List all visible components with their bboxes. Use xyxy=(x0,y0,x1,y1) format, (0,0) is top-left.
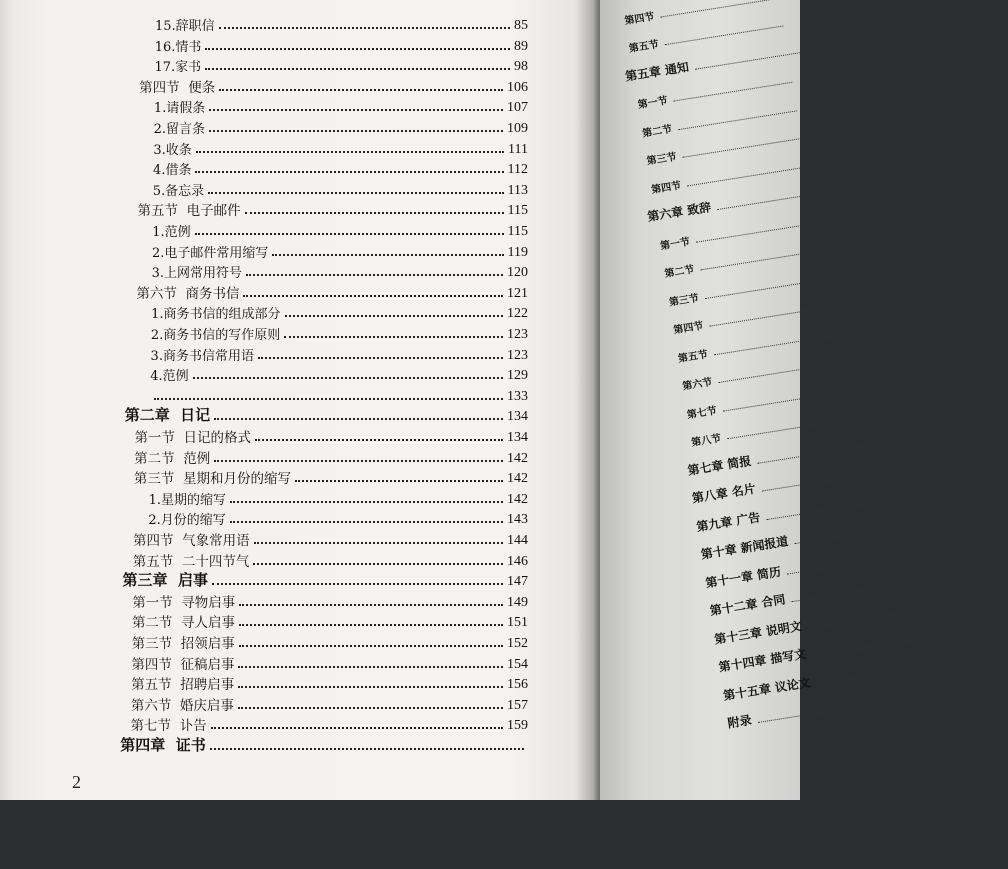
leader-dots xyxy=(272,254,503,256)
page-number: 2 xyxy=(72,772,81,792)
toc-item-row xyxy=(154,53,528,75)
leader-dots xyxy=(195,171,503,173)
leader-dots xyxy=(285,315,503,317)
toc-item-row xyxy=(153,177,528,199)
toc-page-number: 156 xyxy=(506,677,528,693)
toc-entry-title: 4.借条 xyxy=(153,163,192,179)
toc-page-number: 115 xyxy=(507,203,528,219)
toc-entry-title: 1.商务书信的组成部分 xyxy=(151,307,281,323)
leader-dots xyxy=(295,480,503,482)
toc-entry-title: 第四章 证书 xyxy=(120,736,206,754)
right-toc-entry-title: 第八章 名片 xyxy=(691,481,757,506)
right-toc-entry-title: 第十四章 描写文 xyxy=(717,646,808,675)
toc-section-row xyxy=(136,280,528,302)
toc-item-row xyxy=(153,136,528,158)
toc-section-row xyxy=(132,630,528,652)
toc-entry-title: 1.请假条 xyxy=(153,101,206,117)
right-toc-entry-title: 第十三章 说明文 xyxy=(713,618,803,647)
leader-dots xyxy=(211,727,503,729)
toc-chapter-row xyxy=(125,403,528,425)
leader-dots xyxy=(209,109,503,111)
leader-dots xyxy=(253,563,503,565)
toc-entry-title: 第五节 二十四节气 xyxy=(132,553,250,570)
toc-page-number: 142 xyxy=(506,471,528,487)
toc-item-row xyxy=(152,239,528,261)
leader-dots xyxy=(196,151,504,153)
leader-dots xyxy=(284,336,503,338)
right-toc-entry-title: 第五节 xyxy=(628,39,660,55)
leader-dots xyxy=(238,707,503,709)
leader-dots xyxy=(245,212,504,214)
right-toc-entry-title: 第二节 xyxy=(641,123,673,140)
toc-entry-title: 第三章 启事 xyxy=(122,571,208,590)
toc-item-row xyxy=(148,506,528,528)
leader-dots xyxy=(243,295,503,297)
leader-dots xyxy=(214,460,503,462)
right-toc-entry-title: 第四节 xyxy=(650,179,682,196)
toc-entry-title: 第六节 婚庆启事 xyxy=(130,697,234,714)
toc-entry-title: 2.电子邮件常用缩写 xyxy=(151,245,269,261)
toc-entry-title: 第三节 星期和月份的缩写 xyxy=(133,471,291,488)
toc-page-number: 144 xyxy=(506,533,528,548)
toc-entry-title: 3.收条 xyxy=(153,142,192,158)
right-toc-entry-title: 第七章 简报 xyxy=(686,453,753,478)
toc-page-number: 149 xyxy=(506,594,528,610)
leader-dots xyxy=(205,68,510,70)
toc-page-number: 89 xyxy=(513,38,528,54)
leader-dots xyxy=(717,190,836,210)
toc-section-row xyxy=(131,651,528,673)
right-page-toc xyxy=(610,0,1008,869)
leader-dots xyxy=(238,686,503,688)
toc-item-row xyxy=(155,33,528,55)
toc-entry-title: 3.商务书信常用语 xyxy=(150,348,254,364)
toc-entry-title: 第四节 气象常用语 xyxy=(133,533,250,549)
toc-item-row xyxy=(153,156,528,178)
toc-page-number: 143 xyxy=(506,512,528,528)
toc-section-row xyxy=(134,424,528,446)
leader-dots xyxy=(817,665,936,685)
leader-dots xyxy=(195,233,504,235)
right-toc-entry-title: 第四节 xyxy=(623,11,656,27)
toc-section-row xyxy=(131,712,528,734)
right-toc-entry-title: 第十五章 议论文 xyxy=(722,674,812,703)
toc-section-row xyxy=(133,527,528,549)
toc-item-row xyxy=(152,218,528,240)
toc-page-number: 154 xyxy=(506,656,528,672)
right-toc-entry-title: 第十二章 合同 xyxy=(708,592,787,619)
toc-section-row xyxy=(134,465,528,487)
right-toc-entry-title: 第九章 广告 xyxy=(695,509,762,534)
toc-page-number: 134 xyxy=(506,430,528,445)
right-toc-entry-title: 第十一章 简历 xyxy=(704,564,782,590)
toc-page-number: 147 xyxy=(507,574,528,590)
toc-page-number: 129 xyxy=(506,368,528,384)
toc-section-row xyxy=(132,609,528,631)
leader-dots xyxy=(758,703,877,723)
toc-entry-title: 第二节 寻人启事 xyxy=(131,615,236,632)
right-toc-entry-title: 第六章 致辞 xyxy=(646,200,713,224)
toc-page-number: 122 xyxy=(506,306,528,322)
leader-dots xyxy=(219,89,503,91)
leader-dots xyxy=(208,192,503,194)
toc-entry-title: 第二节 范例 xyxy=(134,450,211,467)
toc-entry-title: 第一节 寻物启事 xyxy=(132,594,236,611)
leader-dots xyxy=(239,645,503,647)
toc-page-number: 85 xyxy=(514,18,528,33)
leader-dots xyxy=(193,377,503,379)
toc-page-number: 113 xyxy=(507,182,528,198)
leader-dots xyxy=(205,48,510,50)
leader-dots xyxy=(239,624,503,626)
toc-entry-title: 第七节 讣告 xyxy=(130,718,207,735)
right-toc-entry-title: 第四节 xyxy=(672,320,705,337)
toc-page-number: 152 xyxy=(506,636,528,651)
toc-entry-title: 第一节 日记的格式 xyxy=(134,430,252,446)
right-toc-entry-title: 第一节 xyxy=(659,236,691,252)
toc-entry-title: 第三节 招领启事 xyxy=(131,636,235,652)
leader-dots xyxy=(214,418,503,420)
leader-dots xyxy=(230,501,503,503)
right-toc-entry-title: 第六节 xyxy=(681,377,714,393)
toc-page-number: 142 xyxy=(506,491,528,507)
toc-chapter-row xyxy=(123,568,529,590)
right-toc-entry-title: 第八节 xyxy=(690,433,722,449)
toc-entry-title: 2.月份的缩写 xyxy=(148,513,226,529)
toc-page-number: 123 xyxy=(506,327,528,342)
leader-dots xyxy=(254,542,503,544)
right-toc-entry-title: 第五节 xyxy=(677,348,709,365)
toc-page-number: 134 xyxy=(506,409,528,425)
toc-entry-title: 5.备忘录 xyxy=(152,183,205,199)
toc-page-number: 115 xyxy=(507,224,528,239)
toc-entry-title: 1.范例 xyxy=(152,225,191,240)
toc-entry-title: 第二章 日记 xyxy=(124,406,211,425)
toc-item-row xyxy=(151,300,528,322)
right-toc-entry-title: 第三节 xyxy=(646,151,678,168)
toc-item-row xyxy=(151,342,528,364)
toc-page-number: 106 xyxy=(506,79,528,95)
toc-page-number: 119 xyxy=(507,244,528,260)
toc-page-number: 121 xyxy=(506,285,528,301)
leader-dots xyxy=(219,27,510,29)
toc-page-number: 112 xyxy=(507,162,528,178)
leader-dots xyxy=(209,130,503,132)
toc-page-number: 111 xyxy=(508,141,528,157)
leader-dots xyxy=(246,274,503,276)
right-toc-entry-title: 第五章 通知 xyxy=(624,59,690,84)
toc-entry-title: 15.辞职信 xyxy=(155,19,215,34)
toc-item-row xyxy=(154,94,528,116)
leader-dots xyxy=(255,439,503,441)
toc-page-number: 157 xyxy=(506,697,528,713)
toc-page-number: 109 xyxy=(506,121,528,136)
toc-page-number: 98 xyxy=(513,59,528,75)
toc-entry-title: 1.星期的缩写 xyxy=(148,492,227,508)
toc-section-row xyxy=(131,692,528,714)
toc-item-row xyxy=(155,12,528,34)
toc-entry-title: 第四节 征稿启事 xyxy=(131,656,235,673)
toc-section-row xyxy=(138,197,529,219)
toc-entry-title: 第六节 商务书信 xyxy=(136,285,240,302)
right-toc-entry-title: 附录 xyxy=(726,713,753,731)
right-toc-entry-title: 第一节 xyxy=(637,95,669,112)
toc-entry-title: 第四节 便条 xyxy=(139,79,216,96)
toc-section-row xyxy=(133,548,528,570)
toc-entry-title: 3.上网常用符号 xyxy=(151,266,243,282)
toc-page-number: 107 xyxy=(506,100,528,116)
toc-chapter-row xyxy=(120,733,528,755)
right-page xyxy=(600,0,812,800)
leader-dots xyxy=(230,521,503,523)
toc-entry-title: 2.留言条 xyxy=(153,122,206,137)
toc-section-row xyxy=(132,589,528,611)
leader-dots xyxy=(154,398,503,400)
leader-dots xyxy=(238,666,503,668)
toc-page-number: 142 xyxy=(506,450,528,466)
toc-entry-title: 4.范例 xyxy=(150,369,189,385)
right-toc-entry-title: 第十章 新闻报道 xyxy=(699,534,790,562)
toc-entry-title: 17.家书 xyxy=(154,60,202,76)
right-toc-entry-title: 第三节 xyxy=(668,292,700,309)
toc-page-number: 123 xyxy=(506,347,528,363)
toc-page-number: 146 xyxy=(506,553,528,569)
toc-item-row xyxy=(152,259,528,281)
toc-entry-title: 2.商务书信的写作原则 xyxy=(150,328,281,343)
toc-item-row xyxy=(150,362,528,384)
right-toc-entry-title: 第七节 xyxy=(686,405,718,421)
leader-dots xyxy=(212,583,503,585)
toc-section-row xyxy=(134,445,528,467)
toc-entry-title: 第五节 电子邮件 xyxy=(137,203,241,220)
toc-item-row xyxy=(154,115,528,137)
toc-page-number: 120 xyxy=(506,265,528,281)
leader-dots xyxy=(239,604,503,606)
toc-page-number: 159 xyxy=(506,718,528,734)
toc-entry-title: 16.情书 xyxy=(154,39,202,55)
toc-section-row xyxy=(131,671,528,693)
toc-page-number: 133 xyxy=(507,388,528,404)
right-toc-entry-title: 第二节 xyxy=(663,264,696,280)
toc-page-number: 151 xyxy=(506,615,528,631)
leader-dots xyxy=(258,357,503,359)
leader-dots xyxy=(210,748,524,750)
toc-item-row xyxy=(151,321,528,343)
leader-dots xyxy=(695,50,814,70)
toc-entry-title: 第五节 招聘启事 xyxy=(131,677,235,694)
toc-section-row xyxy=(139,74,528,96)
toc-item-row xyxy=(150,383,528,405)
toc-item-row xyxy=(149,486,528,508)
